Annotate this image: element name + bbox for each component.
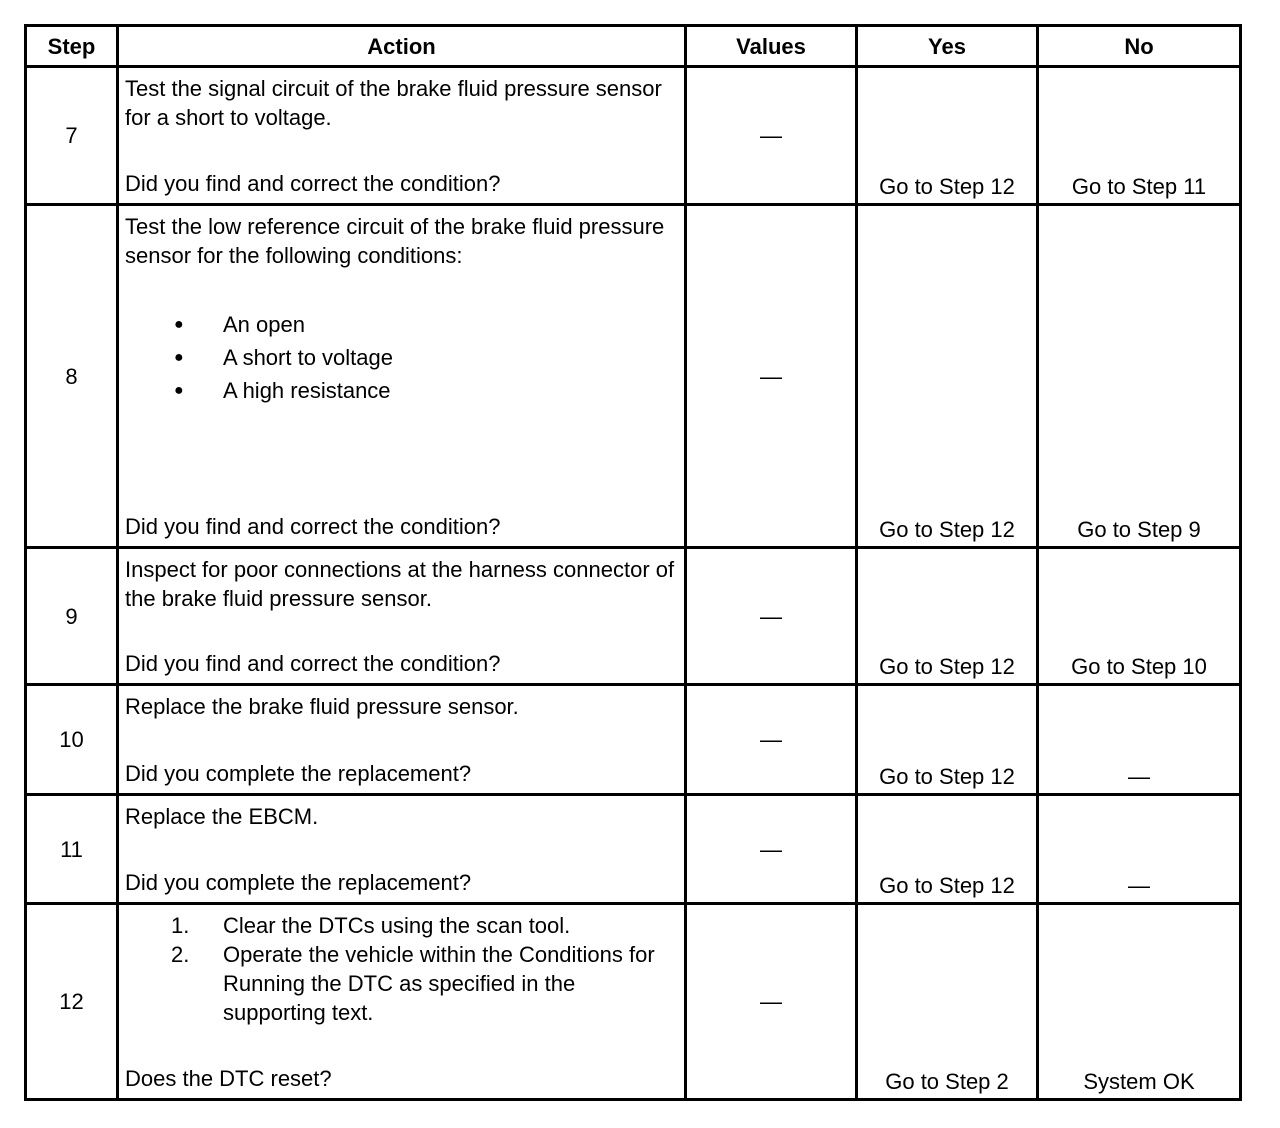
action-question: Did you find and correct the condition? [125,514,501,539]
yes-link[interactable]: Go to Step 12 [879,873,1015,898]
yes-cell [857,205,1038,548]
table-row [26,904,1241,1100]
list-item [125,911,680,940]
yes-link[interactable]: Go to Step 12 [879,517,1015,542]
no-link[interactable]: Go to Step 9 [1077,517,1201,542]
action-cell [118,795,686,904]
action-question: Did you find and correct the condition? [125,171,501,196]
table-row [26,685,1241,795]
value-cell: — [686,67,857,205]
table-row [26,795,1241,904]
yes-cell [857,904,1038,1100]
action-cell [118,67,686,205]
yes-link[interactable]: Go to Step 2 [885,1069,1009,1094]
no-value: System OK [1083,1069,1195,1094]
step-number: 8 [26,205,118,548]
header-row [26,26,1241,67]
no-link[interactable]: Go to Step 11 [1071,174,1207,199]
action-cell [118,685,686,795]
list-text: Operate the vehicle within the Conditions for Running the DTC as specified in the supporting text. [223,942,655,1025]
table-row [26,205,1241,548]
step-number: 10 [26,685,118,795]
list-item: ● A high resistance [125,376,680,409]
yes-link[interactable]: Go to Step 12 [879,654,1015,679]
list-number: 1. [171,913,190,938]
action-text: Test the signal circuit of the brake fluid pressure sensor for a short to voltage. [125,76,662,130]
no-value: — [1128,764,1150,789]
action-cell [118,904,686,1100]
no-link[interactable]: Go to Step 10 [1071,654,1207,679]
no-cell [1038,685,1241,795]
header-no: No [1038,26,1241,67]
list-text: Clear the DTCs using the scan tool. [223,913,571,938]
step-number: 9 [26,548,118,685]
step-number: 7 [26,67,118,205]
value-cell: — [686,904,857,1100]
header-values: Values [686,26,857,67]
action-text: Replace the EBCM. [125,804,319,829]
table-row [26,548,1241,685]
table-row [26,67,1241,205]
no-cell [1038,67,1241,205]
yes-link[interactable]: Go to Step 12 [879,764,1015,789]
action-text: Replace the brake fluid pressure sensor. [125,694,519,719]
step-number: 12 [26,904,118,1100]
no-cell [1038,205,1241,548]
no-cell [1038,795,1241,904]
yes-cell [857,548,1038,685]
header-step: Step [26,26,118,67]
value-cell: — [686,548,857,685]
step-number: 11 [26,795,118,904]
value-cell: — [686,205,857,548]
numbered-list [125,911,680,1027]
header-action: Action [118,26,686,67]
action-text: Inspect for poor connections at the harness connector of the brake fluid pressure sensor. [125,557,675,611]
action-question: Does the DTC reset? [125,1066,332,1091]
header-yes: Yes [857,26,1038,67]
diagnostic-table [24,24,1242,1101]
list-item: ● A short to voltage [125,343,680,376]
yes-cell [857,67,1038,205]
list-number: 2. [171,942,190,967]
action-question: Did you complete the replacement? [125,761,472,786]
no-cell [1038,548,1241,685]
list-item: ● An open [125,310,680,343]
value-cell: — [686,795,857,904]
yes-cell [857,685,1038,795]
action-cell [118,205,686,548]
no-cell [1038,904,1241,1100]
action-question: Did you complete the replacement? [125,870,472,895]
yes-cell [857,795,1038,904]
no-value: — [1128,873,1150,898]
action-text: Test the low reference circuit of the brake fluid pressure sensor for the following conditions: [125,214,665,268]
action-cell [118,548,686,685]
condition-list [125,310,680,409]
list-item [125,940,680,1027]
yes-link[interactable]: Go to Step 12 [879,174,1015,199]
action-question: Did you find and correct the condition? [125,651,501,676]
value-cell: — [686,685,857,795]
